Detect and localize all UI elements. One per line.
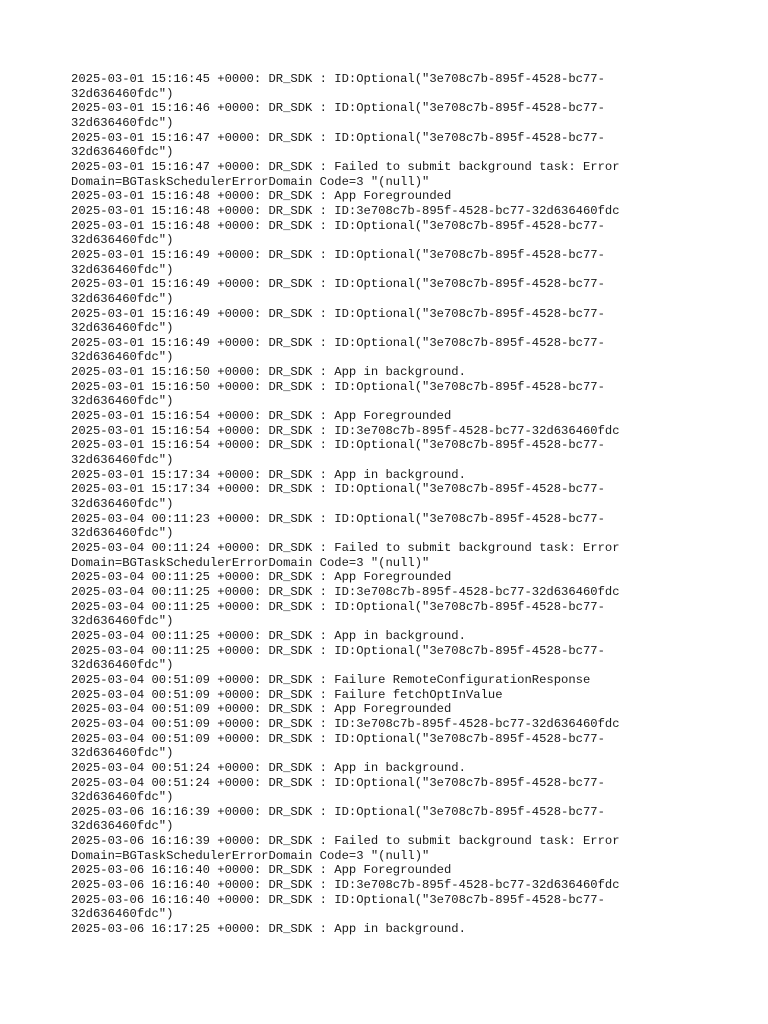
log-line: 32d636460fdc")	[71, 453, 174, 468]
log-line: 2025-03-06 16:16:40 +0000: DR_SDK : App Foregrounded	[71, 863, 452, 878]
log-line: 32d636460fdc")	[71, 658, 174, 673]
log-line: 2025-03-04 00:11:25 +0000: DR_SDK : App Foregrounded	[71, 570, 452, 585]
log-line: 2025-03-06 16:16:40 +0000: DR_SDK : ID:3e708c7b-895f-4528-bc77-32d636460fdc	[71, 878, 620, 893]
log-line: Domain=BGTaskSchedulerErrorDomain Code=3 "(null)"	[71, 848, 430, 863]
log-line: 32d636460fdc")	[71, 350, 174, 365]
log-line: 2025-03-04 00:51:09 +0000: DR_SDK : Failure RemoteConfigurationResponse	[71, 672, 591, 687]
log-line: 2025-03-06 16:16:39 +0000: DR_SDK : ID:Optional("3e708c7b-895f-4528-bc77-	[71, 804, 605, 819]
log-line: 32d636460fdc")	[71, 746, 174, 761]
log-line: 32d636460fdc")	[71, 614, 174, 629]
log-line: 32d636460fdc")	[71, 526, 174, 541]
log-line: 32d636460fdc")	[71, 790, 174, 805]
log-line: 2025-03-04 00:51:24 +0000: DR_SDK : ID:Optional("3e708c7b-895f-4528-bc77-	[71, 775, 605, 790]
log-line: 2025-03-04 00:11:25 +0000: DR_SDK : ID:Optional("3e708c7b-895f-4528-bc77-	[71, 643, 605, 658]
log-line: 32d636460fdc")	[71, 907, 174, 922]
log-line: 2025-03-01 15:16:54 +0000: DR_SDK : ID:Optional("3e708c7b-895f-4528-bc77-	[71, 438, 605, 453]
log-line: 2025-03-01 15:16:50 +0000: DR_SDK : ID:Optional("3e708c7b-895f-4528-bc77-	[71, 379, 605, 394]
log-line: 2025-03-01 15:16:46 +0000: DR_SDK : ID:Optional("3e708c7b-895f-4528-bc77-	[71, 101, 605, 116]
log-line: 2025-03-01 15:16:47 +0000: DR_SDK : ID:Optional("3e708c7b-895f-4528-bc77-	[71, 130, 605, 145]
log-line: 2025-03-04 00:51:09 +0000: DR_SDK : Failure fetchOptInValue	[71, 687, 503, 702]
log-line: 2025-03-04 00:11:23 +0000: DR_SDK : ID:Optional("3e708c7b-895f-4528-bc77-	[71, 511, 605, 526]
log-line: 2025-03-01 15:16:48 +0000: DR_SDK : ID:Optional("3e708c7b-895f-4528-bc77-	[71, 218, 605, 233]
log-line: Domain=BGTaskSchedulerErrorDomain Code=3 "(null)"	[71, 174, 430, 189]
log-line: 2025-03-06 16:16:39 +0000: DR_SDK : Failed to submit background task: Error	[71, 834, 620, 849]
log-line: 2025-03-01 15:16:54 +0000: DR_SDK : ID:3e708c7b-895f-4528-bc77-32d636460fdc	[71, 423, 620, 438]
log-line: 2025-03-01 15:16:49 +0000: DR_SDK : ID:Optional("3e708c7b-895f-4528-bc77-	[71, 247, 605, 262]
log-line: 32d636460fdc")	[71, 233, 174, 248]
log-line: 2025-03-01 15:16:48 +0000: DR_SDK : ID:3e708c7b-895f-4528-bc77-32d636460fdc	[71, 203, 620, 218]
log-line: 32d636460fdc")	[71, 145, 174, 160]
log-line: 32d636460fdc")	[71, 819, 174, 834]
log-line: 2025-03-01 15:16:45 +0000: DR_SDK : ID:Optional("3e708c7b-895f-4528-bc77-	[71, 72, 605, 86]
log-line: 2025-03-04 00:11:25 +0000: DR_SDK : ID:Optional("3e708c7b-895f-4528-bc77-	[71, 599, 605, 614]
log-line: 2025-03-04 00:51:09 +0000: DR_SDK : App Foregrounded	[71, 702, 452, 717]
log-line: 2025-03-04 00:11:25 +0000: DR_SDK : ID:3e708c7b-895f-4528-bc77-32d636460fdc	[71, 584, 620, 599]
log-line: 32d636460fdc")	[71, 291, 174, 306]
log-line: 2025-03-01 15:16:47 +0000: DR_SDK : Failed to submit background task: Error	[71, 159, 620, 174]
log-line: 2025-03-04 00:51:09 +0000: DR_SDK : ID:3e708c7b-895f-4528-bc77-32d636460fdc	[71, 716, 620, 731]
log-line: 32d636460fdc")	[71, 86, 174, 101]
log-line: 2025-03-01 15:16:49 +0000: DR_SDK : ID:Optional("3e708c7b-895f-4528-bc77-	[71, 277, 605, 292]
log-line: 2025-03-01 15:16:50 +0000: DR_SDK : App in background.	[71, 365, 466, 380]
log-line: 2025-03-06 16:16:40 +0000: DR_SDK : ID:Optional("3e708c7b-895f-4528-bc77-	[71, 892, 605, 907]
log-line: 2025-03-04 00:11:25 +0000: DR_SDK : App in background.	[71, 628, 466, 643]
log-line: 2025-03-04 00:51:09 +0000: DR_SDK : ID:Optional("3e708c7b-895f-4528-bc77-	[71, 731, 605, 746]
log-line: 2025-03-01 15:16:49 +0000: DR_SDK : ID:Optional("3e708c7b-895f-4528-bc77-	[71, 306, 605, 321]
log-line: 2025-03-01 15:17:34 +0000: DR_SDK : App in background.	[71, 467, 466, 482]
log-line: 2025-03-01 15:16:49 +0000: DR_SDK : ID:Optional("3e708c7b-895f-4528-bc77-	[71, 335, 605, 350]
log-line: 2025-03-04 00:11:24 +0000: DR_SDK : Failed to submit background task: Error	[71, 541, 620, 555]
log-line: 2025-03-04 00:51:24 +0000: DR_SDK : App in background.	[71, 760, 466, 775]
log-line: 2025-03-06 16:17:25 +0000: DR_SDK : App in background.	[71, 922, 466, 937]
log-line: 32d636460fdc")	[71, 262, 174, 277]
log-line: 32d636460fdc")	[71, 115, 174, 130]
log-text	[71, 72, 671, 937]
log-line: 32d636460fdc")	[71, 497, 174, 512]
log-line: 32d636460fdc")	[71, 394, 174, 409]
log-line: 2025-03-01 15:17:34 +0000: DR_SDK : ID:Optional("3e708c7b-895f-4528-bc77-	[71, 482, 605, 497]
log-line: 2025-03-01 15:16:48 +0000: DR_SDK : App Foregrounded	[71, 189, 452, 204]
log-line: 32d636460fdc")	[71, 321, 174, 336]
log-line: Domain=BGTaskSchedulerErrorDomain Code=3 "(null)"	[71, 555, 430, 570]
log-line: 2025-03-01 15:16:54 +0000: DR_SDK : App Foregrounded	[71, 409, 452, 424]
